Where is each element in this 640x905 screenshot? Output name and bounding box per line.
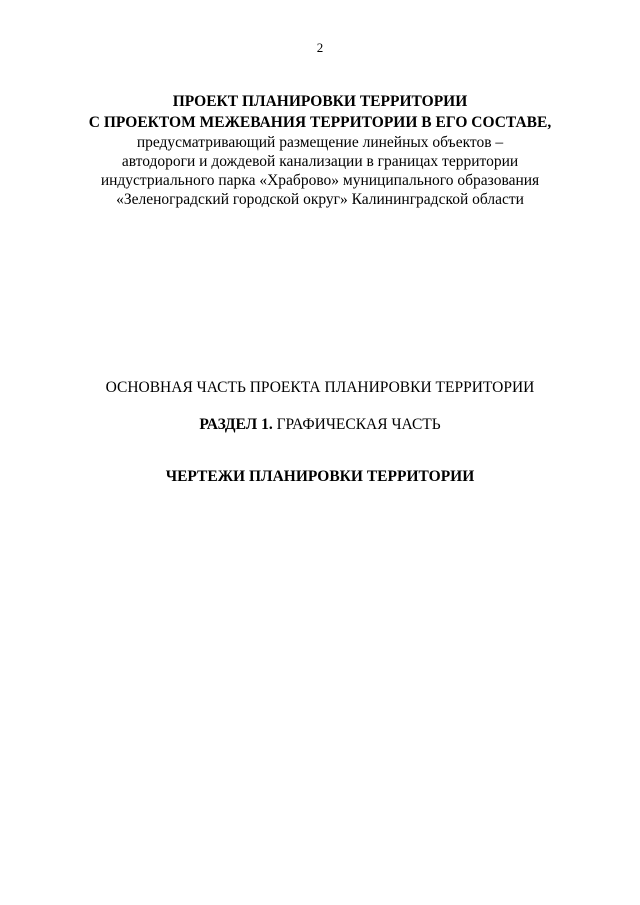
subtitle-line-1: предусматривающий размещение линейных объектов – [136, 134, 504, 151]
title-block [40, 91, 600, 209]
page-number: 2 [316, 40, 324, 55]
drawings-heading: ЧЕРТЕЖИ ПЛАНИРОВКИ ТЕРРИТОРИИ [165, 468, 475, 485]
section-label: РАЗДЕЛ 1. [199, 416, 273, 433]
subtitle-line-3: индустриального парка «Храброво» муниципального образования [100, 172, 540, 189]
subtitle-line-2: автодороги и дождевой канализации в границах территории [121, 153, 519, 170]
title-line-2: С ПРОЕКТОМ МЕЖЕВАНИЯ ТЕРРИТОРИИ В ЕГО СОСТАВЕ, [88, 114, 552, 131]
section-heading [0, 416, 640, 434]
main-part-heading: ОСНОВНАЯ ЧАСТЬ ПРОЕКТА ПЛАНИРОВКИ ТЕРРИТОРИИ [105, 379, 535, 396]
subtitle-line-4: «Зеленоградский городской округ» Калининградской области [116, 191, 524, 208]
section-name: ГРАФИЧЕСКАЯ ЧАСТЬ [272, 416, 441, 433]
title-line-1: ПРОЕКТ ПЛАНИРОВКИ ТЕРРИТОРИИ [172, 93, 468, 110]
